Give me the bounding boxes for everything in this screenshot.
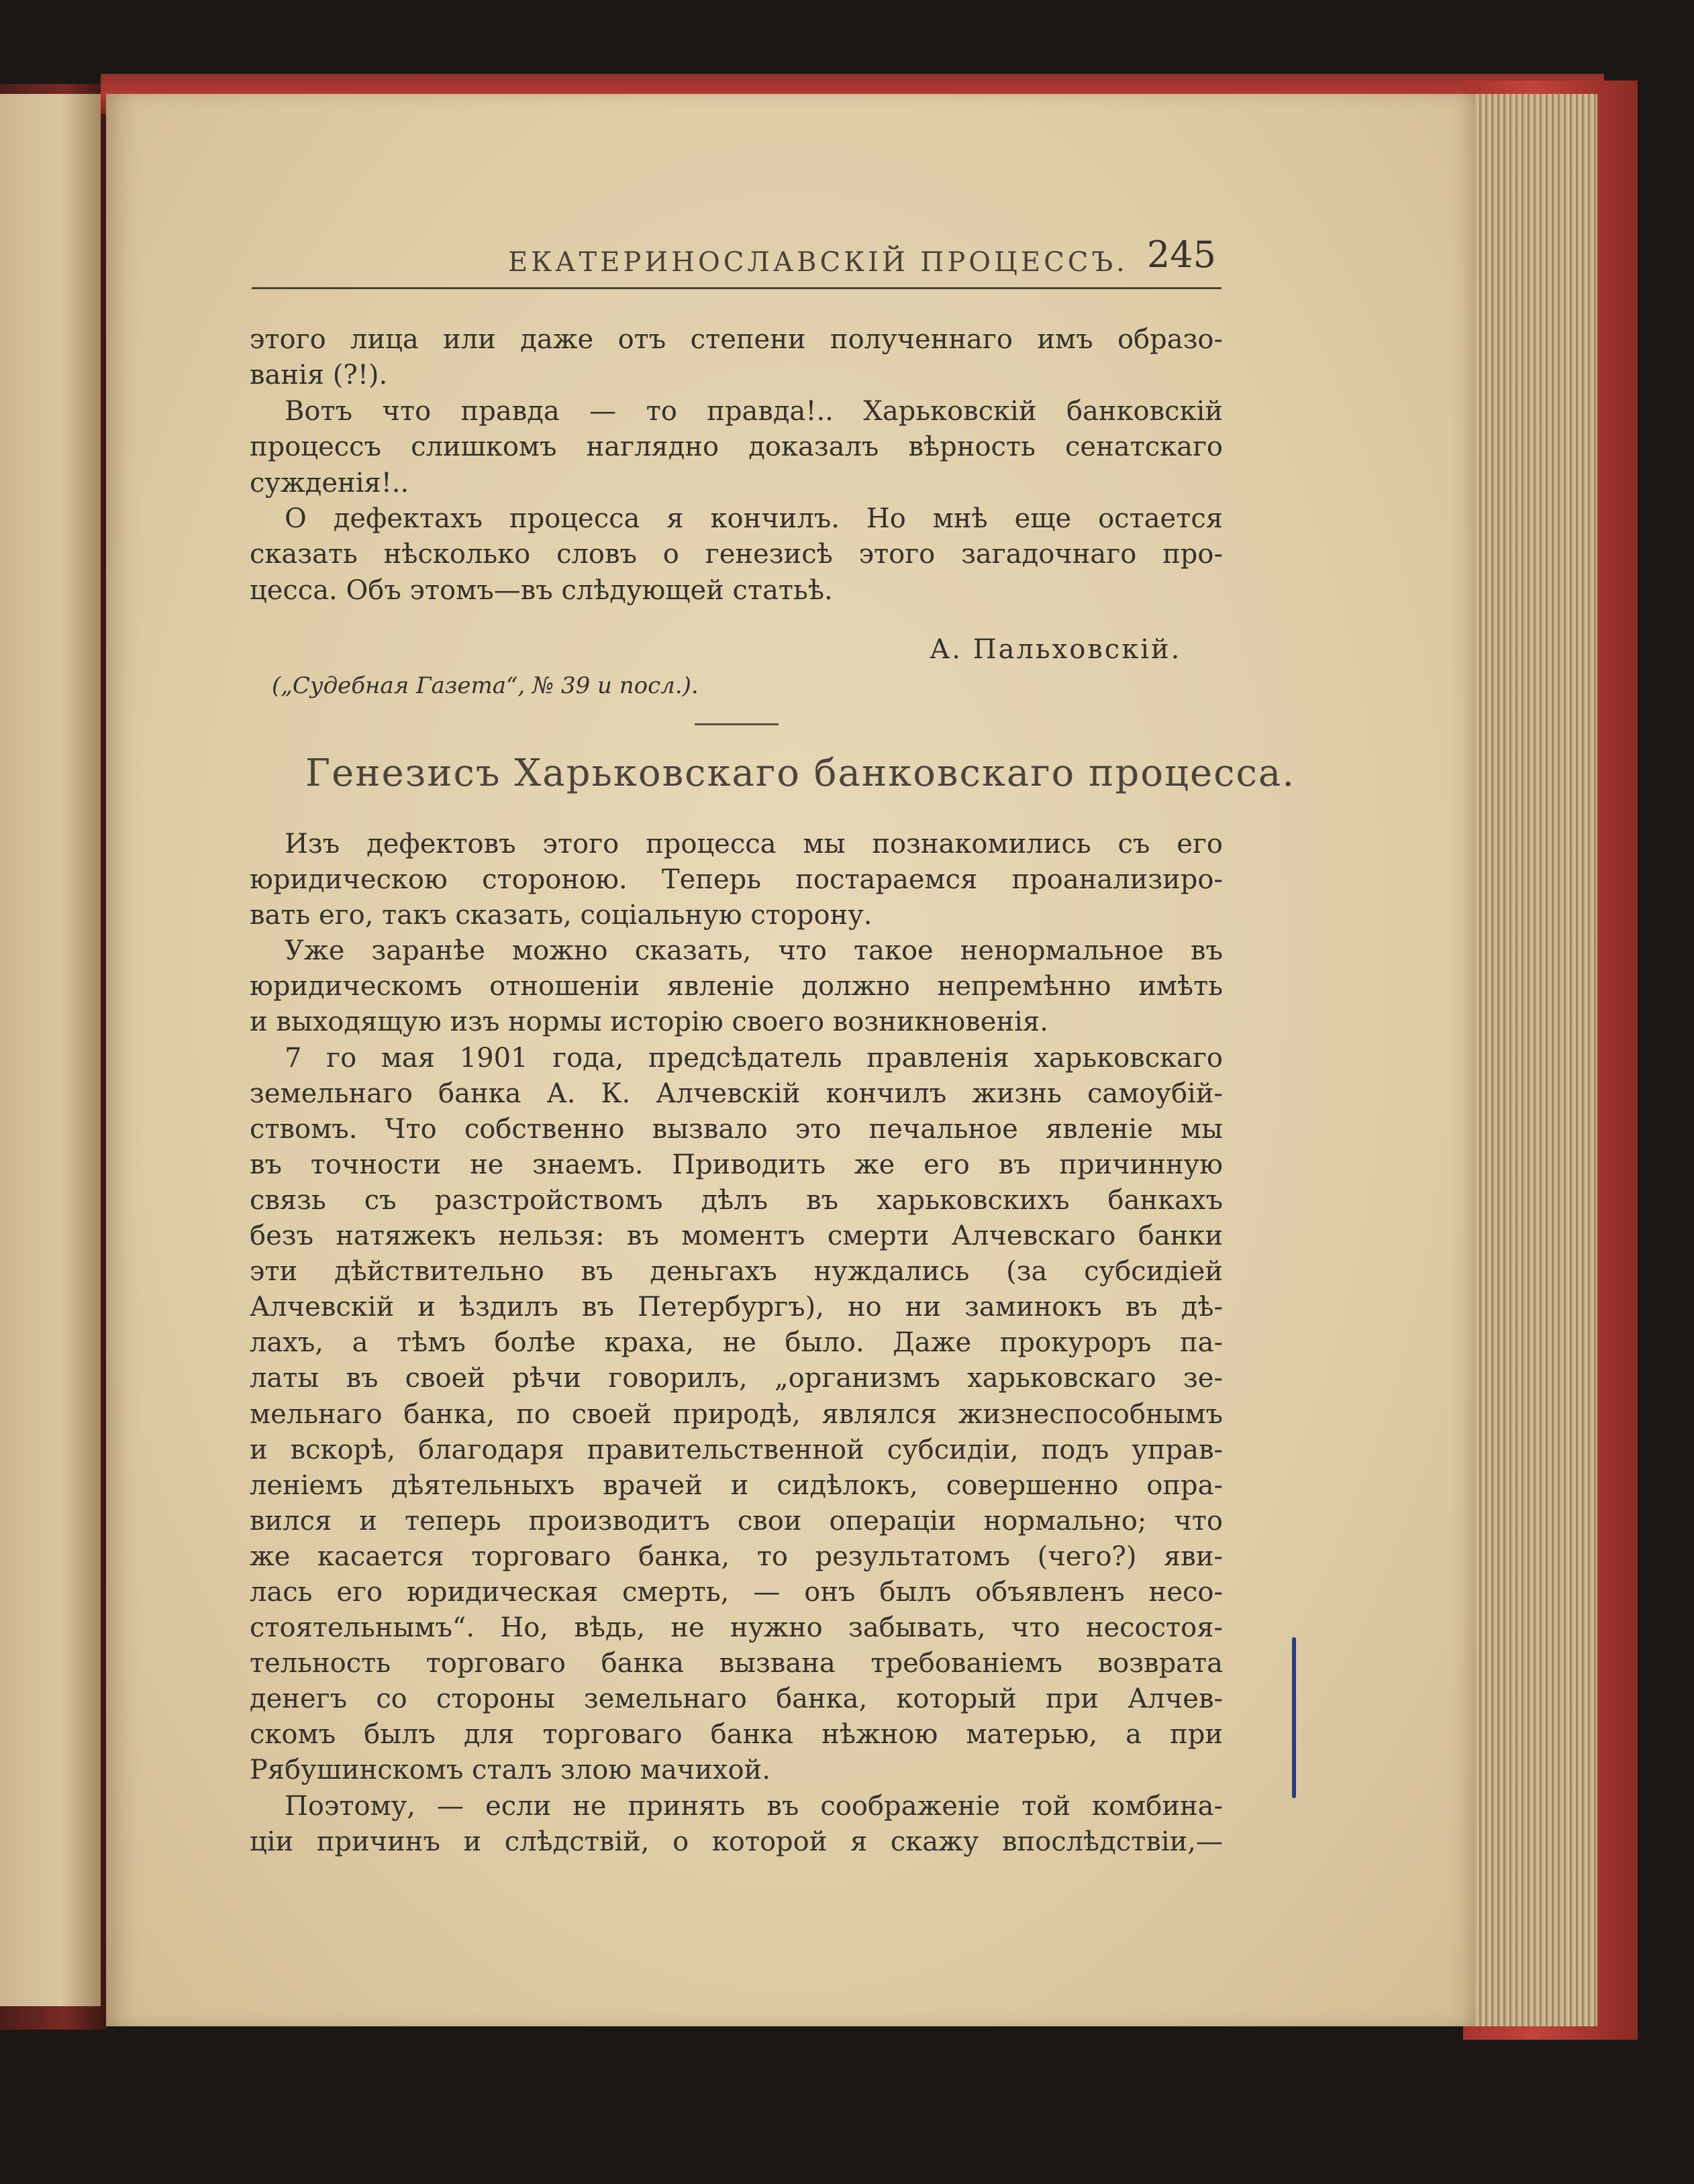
text-line: стоятельнымъ“. Но, вѣдь, не нужно забывать, что несостоя- [250, 1612, 1223, 1644]
text-line: Рябушинскомъ сталъ злою мачихой. [250, 1755, 770, 1786]
text-line: Поэтому, — если не принять въ соображеніе той комбина- [285, 1790, 1223, 1822]
text-line: ціи причинъ и слѣдствій, о которой я скажу впослѣдствіи,— [250, 1826, 1223, 1857]
text-line: Алчевскій и ѣздилъ въ Петербургъ), но ни заминокъ въ дѣ- [250, 1292, 1223, 1323]
header-rule [252, 287, 1222, 289]
text-line: цесса. Объ этомъ—въ слѣдующей статьѣ. [250, 574, 833, 606]
page-edges [1470, 94, 1597, 2026]
section-separator [695, 723, 779, 725]
text-line: мельнаго банка, по своей природѣ, являлся жизнеспособнымъ [250, 1398, 1223, 1430]
text-line: лахъ, а тѣмъ болѣе краха, не было. Даже прокуроръ па- [250, 1327, 1223, 1359]
text-line: вать его, такъ сказать, соціальную сторону. [250, 900, 873, 931]
text-line: земельнаго банка А. К. Алчевскій кончилъ жизнь самоубій- [250, 1078, 1223, 1109]
text-line: вился и теперь производитъ свои операціи нормально; что [250, 1505, 1223, 1537]
text-line: Изъ дефектовъ этого процесса мы познакомились съ его [285, 829, 1223, 860]
text-line: сужденія!.. [250, 467, 409, 499]
text-line: леніемъ дѣятельныхъ врачей и сидѣлокъ, совершенно опра- [250, 1469, 1223, 1501]
text-line: сказать нѣсколько словъ о генезисѣ этого загадочнаго про- [250, 539, 1223, 570]
text-line: О дефектахъ процесса я кончилъ. Но мнѣ еще остается [285, 503, 1223, 535]
text-line: связь съ разстройствомъ дѣлъ въ харьковскихъ банкахъ [250, 1184, 1223, 1216]
top-text-block [250, 322, 1223, 609]
text-line: юридическою стороною. Теперь постараемся проанализиро- [250, 864, 1223, 896]
text-line: безъ натяжекъ нельзя: въ моментъ смерти Алчевскаго банки [250, 1220, 1223, 1252]
text-line: Уже заранѣе можно сказать, что такое ненормальное въ [285, 935, 1223, 967]
text-line: юридическомъ отношеніи явленіе должно непремѣнно имѣть [250, 971, 1223, 1002]
left-page-edge [0, 94, 101, 2006]
text-line: тельность торговаго банка вызвана требованіемъ возврата [250, 1648, 1223, 1679]
text-line: ванія (?!). [250, 360, 388, 391]
text-line: процессъ слишкомъ наглядно доказалъ вѣрность сенатскаго [250, 431, 1223, 463]
text-line: скомъ былъ для торговаго банка нѣжною матерью, а при [250, 1719, 1223, 1751]
text-line: и выходящую изъ нормы исторію своего возникновенія. [250, 1006, 1048, 1038]
text-line: Вотъ что правда — то правда!.. Харьковскій банковскій [285, 395, 1223, 427]
text-line: этого лица или даже отъ степени полученнаго имъ образо- [250, 324, 1223, 355]
page-number: 245 [1146, 233, 1216, 276]
running-head: ЕКАТЕРИНОСЛАВСКІЙ ПРОЦЕССЪ. [508, 247, 1128, 278]
text-line: латы въ своей рѣчи говорилъ, „организмъ харьковскаго зе- [250, 1363, 1223, 1394]
page-header [252, 228, 1222, 289]
text-line: ствомъ. Что собственно вызвало это печальное явленіе мы [250, 1113, 1223, 1145]
text-line: эти дѣйствительно въ деньгахъ нуждались (за субсидіей [250, 1256, 1223, 1288]
main-text-block [250, 827, 1223, 1860]
text-line: же касается торговаго банка, то результатомъ (чего?) яви- [250, 1541, 1223, 1572]
text-line: денегъ со стороны земельнаго банка, который при Алчев- [250, 1683, 1223, 1715]
pen-margin-mark [1292, 1637, 1296, 1798]
text-line: въ точности не знаемъ. Приводить же его въ причинную [250, 1149, 1223, 1180]
section-title: Генезисъ Харьковскаго банковскаго процесса. [305, 751, 1296, 795]
text-line: лась его юридическая смерть, — онъ былъ объявленъ несо- [250, 1576, 1223, 1608]
author-signature: А. Пальховскій. [930, 634, 1182, 665]
text-line: 7 го мая 1901 года, предсѣдатель правленія харьковскаго [285, 1042, 1223, 1074]
text-line: и вскорѣ, благодаря правительственной субсидіи, подъ управ- [250, 1434, 1223, 1465]
source-citation: („Судебная Газета“, № 39 и посл.). [272, 672, 699, 699]
